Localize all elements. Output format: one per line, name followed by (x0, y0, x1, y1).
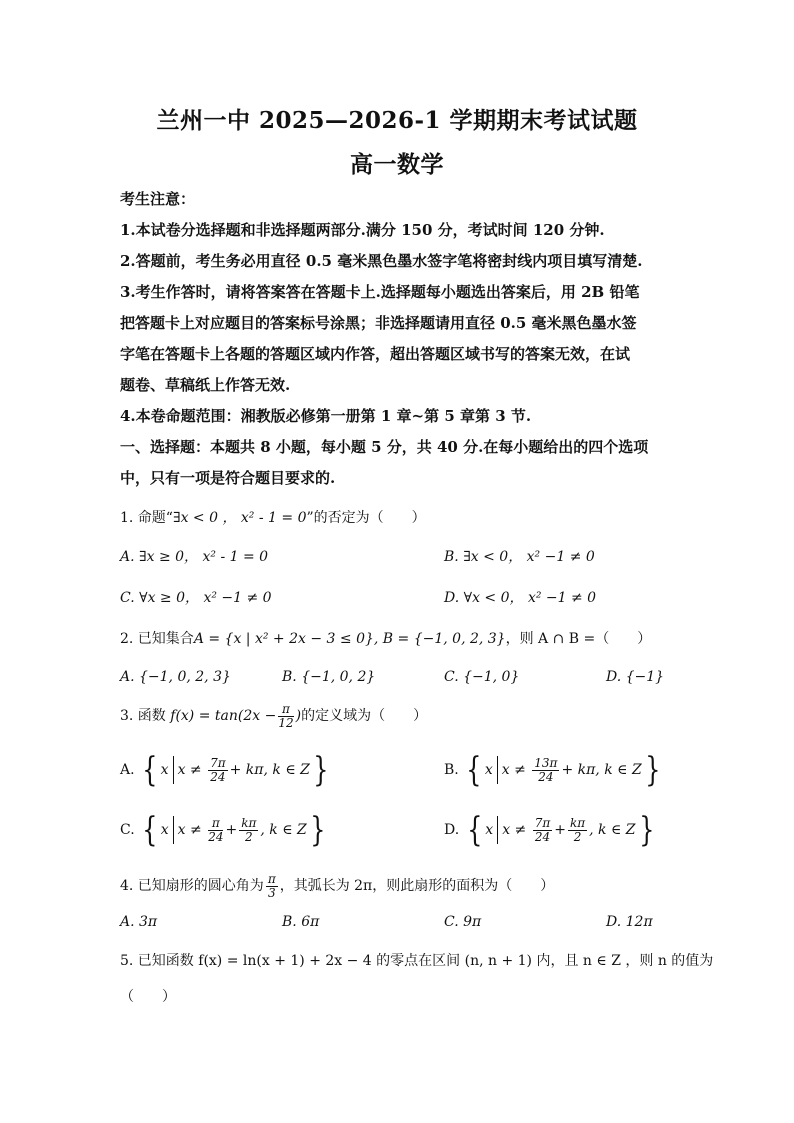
question-4-option-a[interactable]: A. 3π (120, 914, 158, 930)
notice-item-1: 1.本试卷分选择题和非选择题两部分.满分 150 分，考试时间 120 分钟. (120, 221, 605, 239)
question-4-option-b[interactable]: B. 6π (282, 914, 320, 930)
question-3-function: f(x) = tan(2x − (170, 708, 277, 725)
question-3-prefix: 3. 函数 (120, 708, 166, 725)
question-1-option-a[interactable]: A. ∃x ≥ 0， x² - 1 = 0 (120, 549, 269, 565)
question-2-sets: A = {x | x² + 2x − 3 ≤ 0}, B = {−1, 0, 2, 3} (193, 631, 506, 647)
question-5-line-2: （ ） (120, 989, 176, 1005)
question-1-suffix: ”的否定为（ ） (306, 510, 426, 526)
question-3-option-d[interactable]: D. { x x ≠ $\frac{7\pi}{24}$ + $\frac{k\pi}{2}$ , k ∈ Z} (444, 810, 654, 850)
question-1-option-d[interactable]: D. ∀x < 0， x² −1 ≠ 0 (444, 590, 597, 606)
question-2-prefix: 2. 已知集合 (120, 631, 194, 647)
notice-item-4: 4.本卷命题范围：湘教版必修第一册第 1 章~第 5 章第 3 节. (120, 407, 532, 425)
question-4 (120, 873, 554, 899)
exam-subtitle: 高一数学 (350, 151, 444, 178)
question-4-prefix: 4. 已知扇形的圆心角为 (120, 878, 264, 895)
question-4-suffix: ，其弧长为 2π，则此扇形的面积为（ ） (279, 878, 555, 895)
question-4-option-c[interactable]: C. 9π (444, 914, 482, 930)
section-heading-line-2: 中，只有一项是符合题目要求的. (120, 469, 336, 487)
notice-item-3-line-2: 把答题卡上对应题目的答案标号涂黑；非选择题请用直径 0.5 毫米黑色墨水签 (120, 314, 637, 332)
question-5-line-1: 5. 已知函数 f(x) = ln(x + 1) + 2x − 4 的零点在区间 (n, n + 1) 内，且 n ∈ Z ，则 n 的值为 (120, 953, 714, 969)
question-4-fraction: $\frac{\pi}{3}$ (267, 872, 276, 900)
notice-item-3-line-3: 字笔在答题卡上各题的答题区域内作答，超出答题区域书写的答案无效，在试 (120, 345, 631, 363)
question-2-option-d[interactable]: D. {−1} (606, 669, 665, 685)
question-2-option-b[interactable]: B. {−1, 0, 2} (282, 669, 376, 685)
notice-item-3-line-4: 题卷、草稿纸上作答无效. (120, 376, 291, 394)
question-3-option-c[interactable]: C. { x x ≠ $\frac{\pi}{24}$ + $\frac{k\pi}{2}$ , k ∈ Z} (120, 810, 326, 850)
question-2-option-c[interactable]: C. {−1, 0} (444, 669, 520, 685)
question-3: 3. 函数 f(x) = tan(2x − $\frac{\pi}{12}$ )的定义域为（ ） (120, 702, 428, 730)
question-2-option-a[interactable]: A. {−1, 0, 2, 3} (120, 669, 231, 685)
question-1 (120, 507, 426, 527)
question-1-option-b[interactable]: B. ∃x < 0， x² −1 ≠ 0 (444, 549, 595, 565)
question-2 (120, 628, 651, 648)
question-3-option-a[interactable]: A. { x x ≠ $\frac{7\pi}{24}$ + kπ, k ∈ Z} (120, 750, 329, 790)
question-2-suffix: ，则 A ∩ B =（ ） (505, 631, 652, 647)
section-heading-line-1: 一、选择题：本题共 8 小题，每小题 5 分，共 40 分.在每小题给出的四个选项 (120, 438, 649, 456)
notice-item-3-line-1: 3.考生作答时，请将答案答在答题卡上.选择题每小题选出答案后，用 2B 铅笔 (120, 283, 640, 301)
question-1-prefix: 1. 命题“ (120, 510, 173, 526)
notice-item-2: 2.答题前，考生务必用直径 0.5 毫米黑色墨水签字笔将密封线内项目填写清楚. (120, 252, 643, 270)
exam-title: 兰州一中 2025—2026-1 学期期末考试试题 (156, 107, 638, 134)
question-3-suffix: 的定义域为（ ） (301, 708, 428, 725)
question-1-option-c[interactable]: C. ∀x ≥ 0， x² −1 ≠ 0 (120, 590, 272, 606)
question-3-fraction: $\frac{\pi}{12}$ (278, 702, 294, 730)
question-1-condition: ∃x < 0 ， (172, 510, 237, 526)
question-3-option-b[interactable]: B. { x x ≠ $\frac{13\pi}{24}$ + kπ, k ∈ Z} (444, 750, 661, 790)
notice-heading: 考生注意： (120, 190, 196, 208)
question-4-option-d[interactable]: D. 12π (606, 914, 653, 930)
question-1-equation: x² - 1 = 0 (240, 510, 307, 526)
